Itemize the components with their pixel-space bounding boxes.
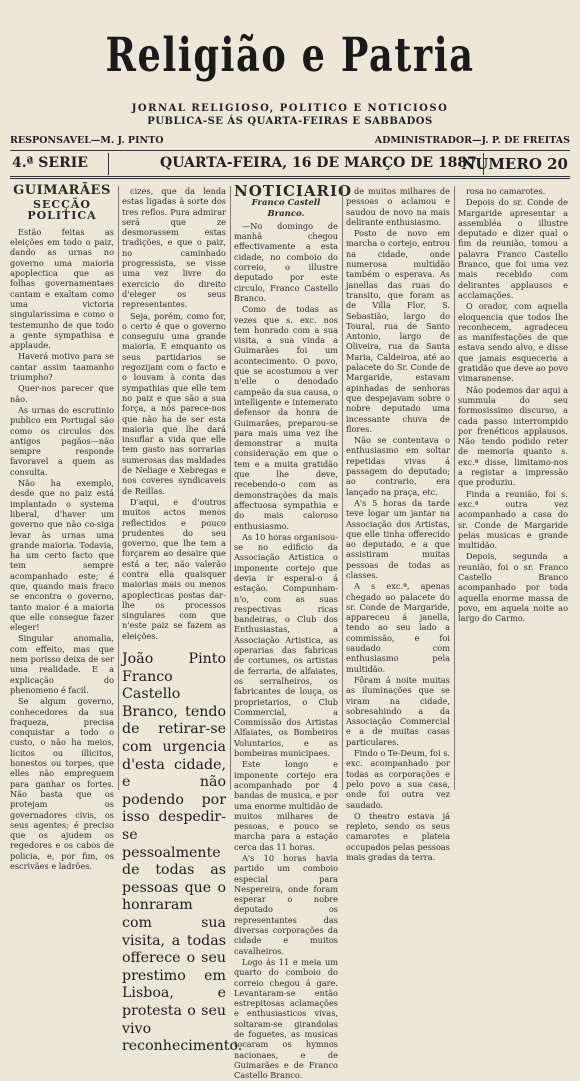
section-subheading: SECÇÃO POLITICA — [27, 198, 97, 222]
paragraph: Este longo e imponente cortejo era acompanhado por 4 bandas de musica, e por uma enorme multidão de muitos milhares de pessoas, e pouco se marcha para a estação cerca das 11 horas. — [234, 759, 338, 852]
column-5 — [458, 186, 568, 790]
paragraph: As urnas do escrutinio publico em Portugal são como os circulos dos antigos pagãos—não sempre responde favoravel a quem as consulta. — [10, 404, 114, 477]
column-1 — [10, 183, 114, 871]
newspaper-title: Religião e Patria — [105, 28, 475, 83]
paragraph: Não podemos dar aqui a summula do seu formosissimo discurso, a cada passo interrompido por frenéticos applausos. Não tendo podido reter de memoria quanto s. exc.ª disse, limitamo-nos a registar a impressão que produziu. — [458, 384, 568, 488]
section-heading: GUIMARÃES — [13, 183, 111, 198]
farewell-notice: João Pinto Franco Castello Branco, tendo de retirar-se com urgencia d'esta cidade, e não podendo por isso despedir-se pessoalmente de todas as pessoas que o honraram com sua visita, a todas offerece o seu prestimo em Lisboa, e protesta o seu vivo reconhecimento. — [122, 651, 243, 1055]
paragraph: O theatro estava já repleto, sendo os seus camarotes e plateia occupados pelas pessoas mais gradas da terra. — [346, 810, 450, 862]
column-3 — [234, 182, 353, 1081]
administrator: ADMINISTRADOR—J. P. DE FREITAS — [374, 135, 570, 146]
paragraph: Como de todas as vezes que s. exc. nos tem honrado com a sua visita, a sua vinda a Guimarães foi um acontecimento. O povo, que se acostumou a ver n'elle o denodado campeão da sua causa, o intelligente e intemerato defensor da honra de Guimarães, preparou-se para mais uma vez lhe demonstrar a muita consideração em que o tem e a muita gratidão que lhe deve, recebendo-o com as demonstrações da mais affectuosa sympathia e do mais caloroso enthusiasmo. — [234, 304, 338, 531]
top-rule — [10, 150, 570, 151]
news-byline: Franco Castell Branco. — [251, 198, 321, 219]
paragraph: Logo ás 11 e meia um quarto do comboio do correio chegou á gare. Levantaram-se então estrepitosas aclamações e enthusiasticos vivas, soltaram-se girandolas de foguetes, as musicas tocaram os hymnos nacionaes, e de Guimarães e de Franco Castello Branco. — [234, 956, 338, 1081]
paragraph: A's 5 horas da tarde teve logar um jantar na Associação dos Artistas, que elle tinha offerecido ao deputado, e a que assistiram muitas pessoas de todas as classes. — [346, 497, 450, 580]
paragraph: Não ha exemplo, desde que no paiz está implantado o systema liberal, d'haver um governo que não co-siga levar às urnas uma grande maioria. Todavia, ha um certo facto que tem sempre acompanhado este; é que, quando mais fraco se encontra o governo, tanto maior é a maioria que elle consegue fazer eleger! — [10, 478, 114, 633]
paragraph: Findo o Te-Deum, foi s. exc. acompanhado por todas as corporações e pelo povo a sua casa, onde foi outra vez saudado. — [346, 748, 450, 810]
issue-info-bar — [10, 153, 570, 175]
column-separator — [230, 186, 231, 790]
paragraph: Posto de novo em marcha o cortejo, entrou na cidade, onde numerosa multidão também o esperava. As janellas das ruas do transito, que foram as de Villa Flor, S. Sebastião, largo do Toural, rua de Santo Antonio, largo de Oliveira, rua da Santa Maria, Caldeiroa, até ao palacete do Sr. Conde de Margaride, estavam apinhadas de senhoras que despejavam sobre o nobre deputado uma incessante chuva de flores. — [346, 228, 450, 434]
paragraph: Fôram á noite muitas as iluminações que se viram na cidade, sobresahindo a da Associação Commercial e a de muitas casas particulares. — [346, 674, 450, 747]
header-bottom-rule-2 — [10, 178, 570, 179]
publication-days: PUBLICA-SE ÁS QUARTA-FEIRAS E SABBADOS — [147, 116, 433, 127]
series-label: 4.ª SERIE — [12, 155, 88, 171]
paragraph: Finda a reunião, foi s. exc.ª outra vez acompanhado a casa do sr. Conde de Margaride pelas musicas e grande multidão. — [458, 488, 568, 551]
masthead — [0, 28, 580, 83]
paragraph: Não se contentava o enthusiasmo em soltar repetidas vivas á passagem do deputado; ao contrario, era lançado na praça, etc. — [346, 435, 450, 497]
paragraph: D'aqui, e d'outros muitos actos menos reflectidos e pouco prudentes do seu governo, que lhe tem a forçarem ao desaire que está a ter, não valerão contra ella quaisquer maiorias mais ou menos apoplecticas postas dar-lhe os processos singulares com que n'este paiz se fazem as eleições. — [122, 496, 226, 641]
issue-number: NUMERO 20 — [461, 155, 568, 173]
paragraph: Depois, segunda a reunião, foi o sr. Franco Castello Branco acompanhado por toda aquella enorme massa de povo, em aquela noite ao largo do Carmo. — [458, 551, 568, 624]
issue-date: QUARTA-FEIRA, 16 DE MARÇO DE 1887 — [160, 155, 477, 171]
paragraph: cizes, que da lenda estas ligadas à sorte dos tres reflos. Pura admirar será que ze desmorassem estas tradições, e que o paiz, no caminhado progressista, se visse uma vez livre do exercicio do direito d'eleger os seus representantes. — [122, 186, 226, 310]
newspaper-subtitle: JORNAL RELIGIOSO, POLITICO E NOTICIOSO — [131, 103, 449, 114]
paragraph: O orador, com aquella eloquencia que todos lhe reconhecem, agradeceu as manifestações de que estava sendo alvo, e disse que jamais esqueceria a gratidão que deve ao povo vimaranense. — [458, 301, 568, 384]
paragraph: Depois do sr. Conde de Margaride apresentar a assembléa o illustre deputado e dizer qual o fim da reunião, tomou a palavra Franco Castello Branco, que foi uma vez mais recebido com delirantes applausos e acclamações. — [458, 197, 568, 300]
column-4 — [346, 186, 450, 862]
paragraph: Seja, porém, como for, o certo é que o governo conseguiu uma grande maioria. E emquanto os seus partidarios se regozijam com o facto e o louvam à conta das sympathias que elle tem no paiz e que são a sua força, a nós parece-nos que não ha de ser esta maioria que lhe dará insuflar a vida que elle tem gasto nas sorrarias sumerosas das maldades de Neliage e Xebregas e nos coveres syndicaveis de Reillas. — [122, 310, 226, 496]
paragraph: Singular anomalia, com effeito, mas que nem porisso deixa de ser uma realidade. E a explicação do phenomeno é facil. — [10, 633, 114, 695]
paragraph: As 10 horas organisou-se no edificio da Associação Artistica o imponente cortejo que devia ir esperal-o á estação. Compunham-n'o, com as suas respectivas ricas bandeiras, o Club dos Enthusiastas, a Associação Artistica, as operarias das fabricas de cortumes, os artistas de ferraria, de alfaiates, os serralheiros, os fabricantes de louça, os proprietarios, o Club Commercial, a Commissão dos Artistas Alfaiates, os Bombeiros Voluntarios, e as bombeiras municipaes. — [234, 531, 338, 759]
column-2 — [122, 186, 243, 1055]
infobar-divider — [483, 153, 484, 175]
column-separator — [454, 186, 455, 790]
paragraph: Quer-nos parecer que não. — [10, 383, 114, 404]
paragraph: —No domingo de manhã chegou effectivamente a esta cidade, no comboio do correio, o illustre deputado por este circulo, Franco Castello Branco. — [234, 220, 338, 303]
column-separator — [342, 186, 343, 790]
infobar-divider — [108, 153, 109, 175]
paragraph: Estão feitas as eleições em todo o paiz, dando as urnas no governo uma maioria apoplectica que as folhas governamentaes cantam e exaltam como uma victoria singularissima e como o testemunho de que todo a gente sympathisa e applaude. — [10, 226, 114, 351]
column-separator — [118, 186, 119, 790]
paragraph: A s exc.ª, apenas chegado ao palacete do sr. Conde de Margaride, appareceu á janella, tendo ao seu lado a commissão, e foi saudado com enthusiasmo pela multidão. — [346, 581, 450, 674]
header-bottom-rule — [10, 176, 570, 177]
responsible-editor: RESPONSAVEL—M. J. PINTO — [10, 135, 164, 146]
news-heading: NOTICIARIO — [234, 182, 353, 200]
paragraph: A's 10 horas havia partido um comboio especial para Nespereira, onde foram esperar o nobre deputado os representantes das diversas corporações da cidade e muitos cavalheiros. — [234, 853, 338, 956]
paragraph: de muitos milhares de pessoas o aclamou e saudou de novo na mais delirante enthusiasmo. — [346, 186, 450, 227]
paragraph: rosa no camarotes. — [466, 186, 546, 196]
paragraph: Se algum governo, conhecedores da sua fraqueza, precisa conquistar a todo o custo, o não ha meios, licitos ou illicitos, honestos ou torpes, que elles não empreguem para ganhar os fortes. Não basta que os protejam os governadores civis, os seus agentes; é preciso que os ajudem os regedores e os cabos de policia, e, por fim, os escrivães e ladrões. — [10, 696, 114, 871]
paragraph: Haverá motivo para se cantar assim taamanho triumpho? — [10, 351, 114, 383]
